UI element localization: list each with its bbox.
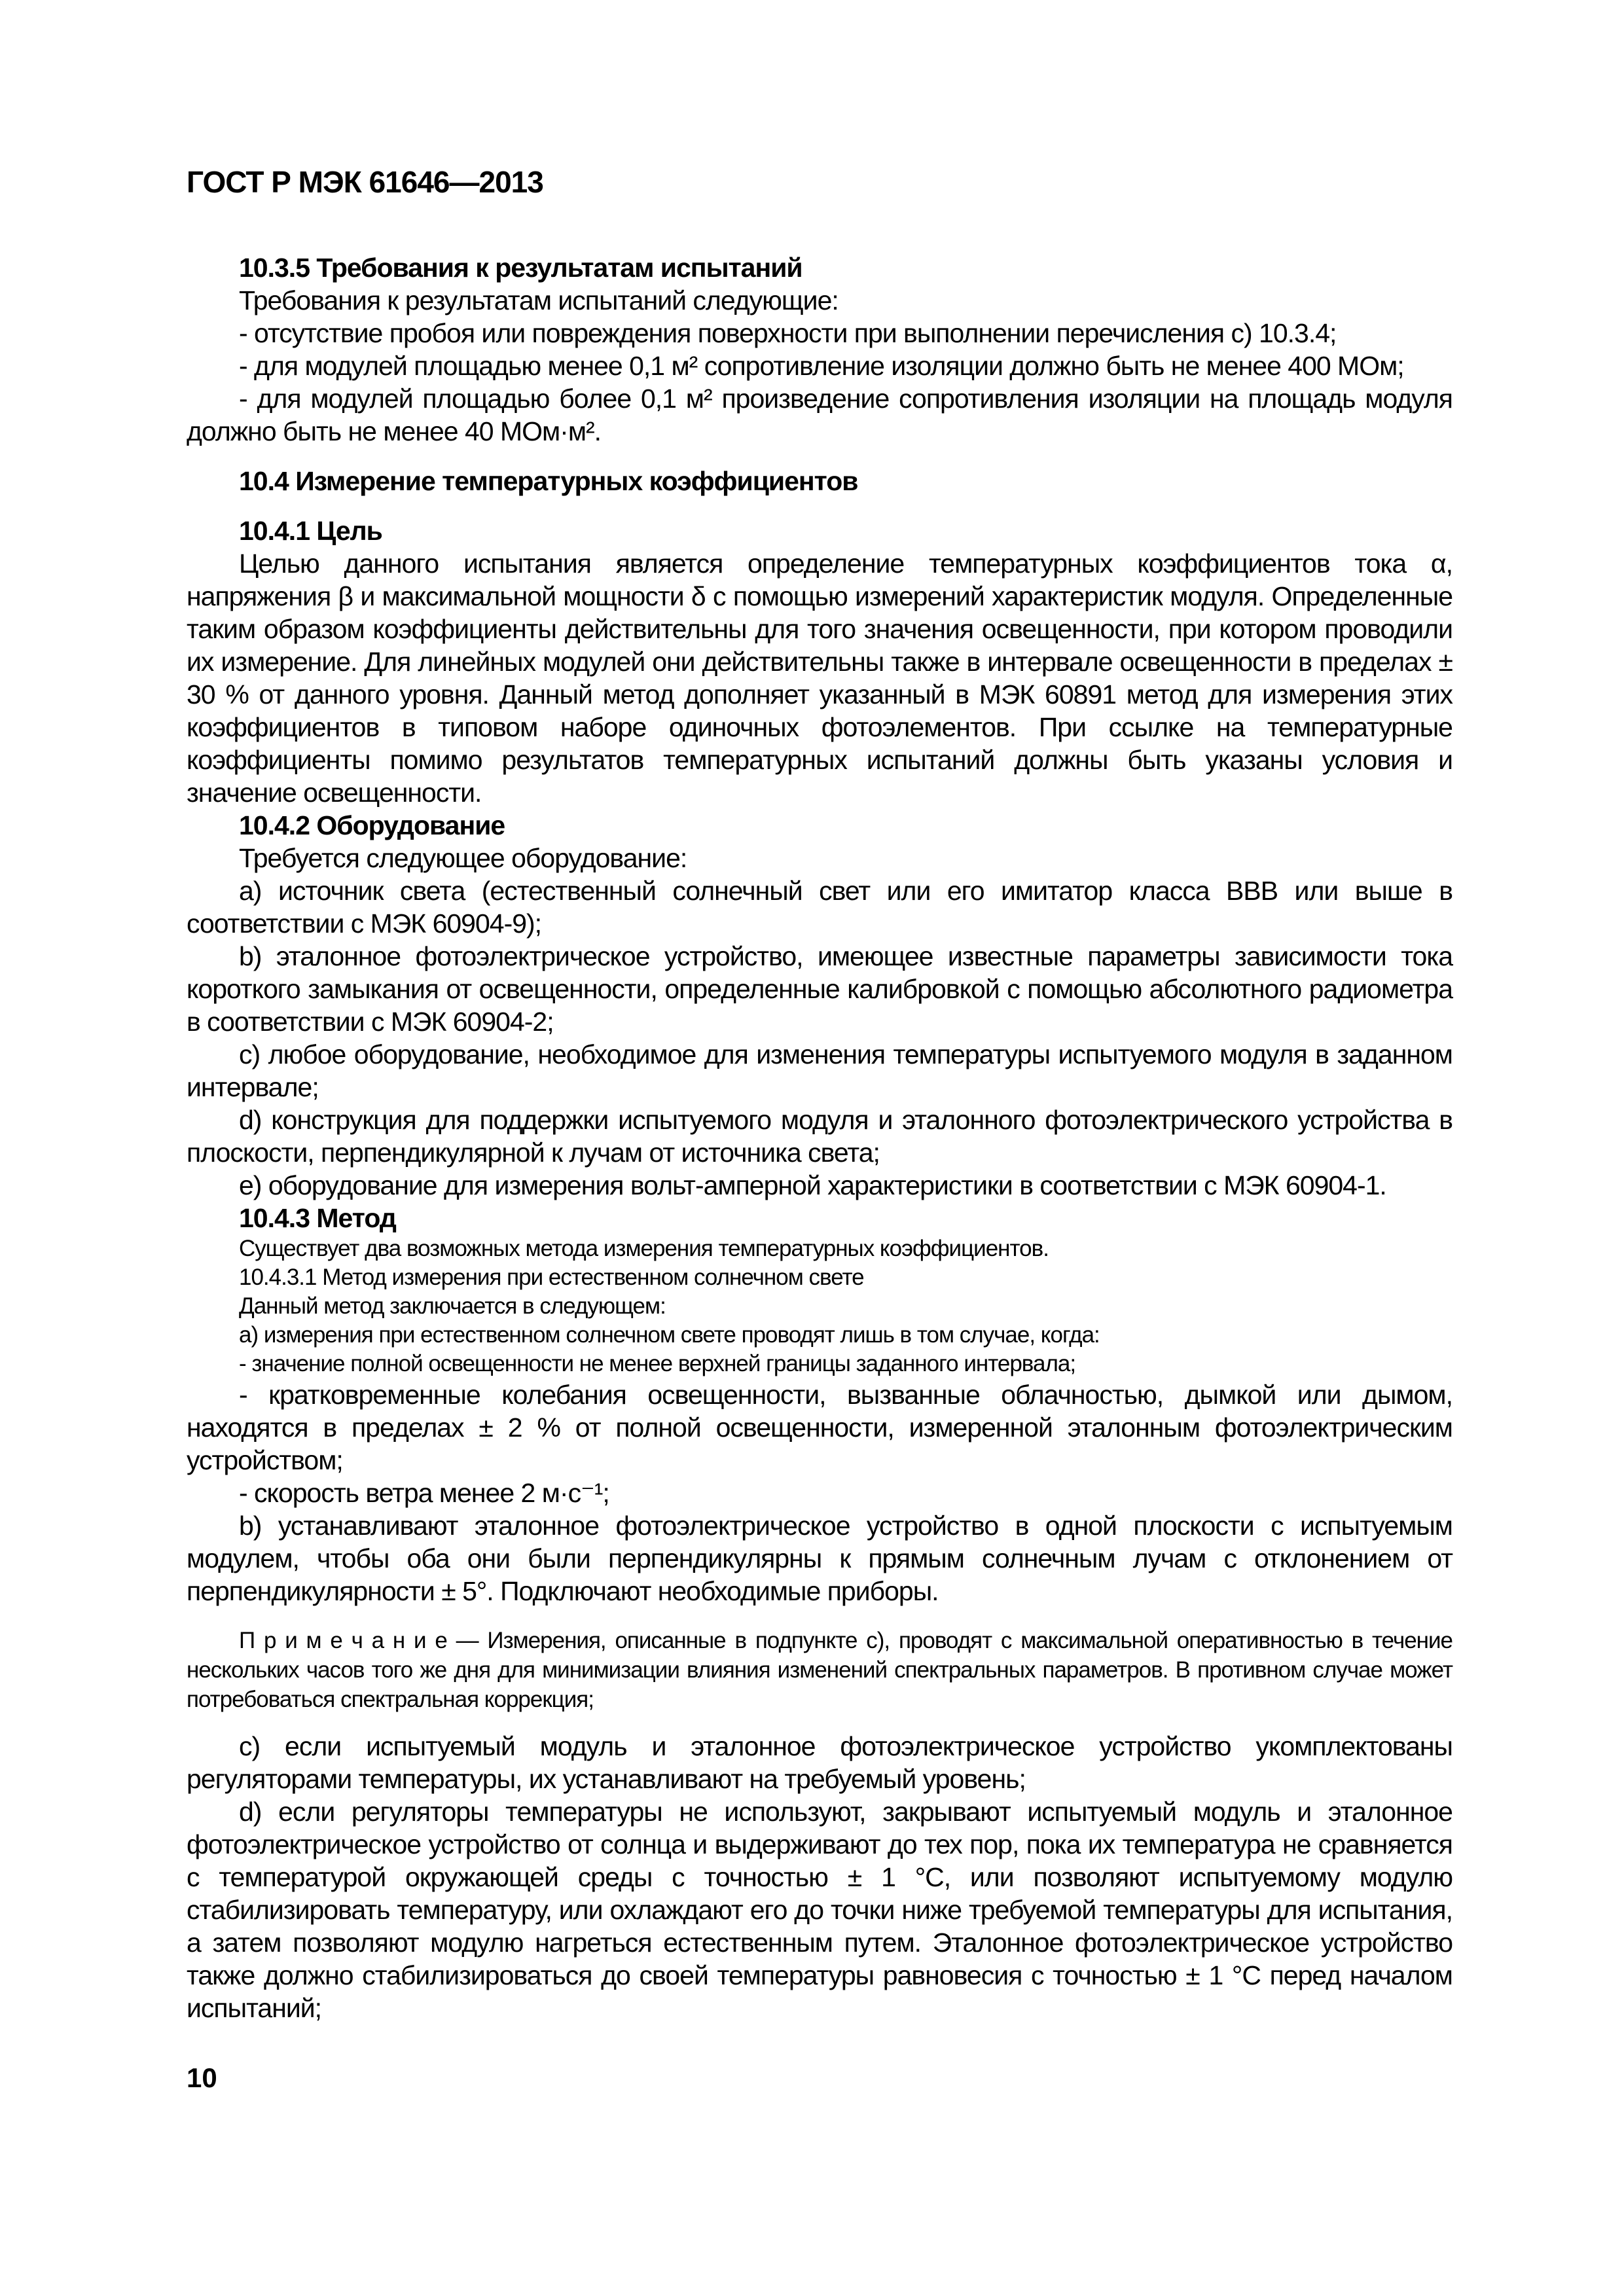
paragraph-method-intro: Существует два возможных метода измерения температурных коэффициентов. xyxy=(239,1236,1049,1261)
equipment-item-b: b) эталонное фотоэлектрическое устройство, имеющее известные параметры зависимости тока короткого замыкания от освещенности, определенные калибровкой с помощью абсолютного радиометра в соответствии с МЭК 60904-2; xyxy=(187,941,1453,1037)
running-header: ГОСТ Р МЭК 61646—2013 xyxy=(187,165,543,199)
method-item-a-condition-3: - скорость ветра менее 2 м·с⁻¹; xyxy=(239,1478,609,1508)
page-number: 10 xyxy=(187,2062,217,2093)
method-item-a: а) измерения при естественном солнечном свете проводят лишь в том случае, когда: xyxy=(239,1322,1100,1348)
section-heading-10-4-3-1: 10.4.3.1 Метод измерения при естественном солнечном свете xyxy=(239,1265,864,1290)
list-item-no-breakdown: - отсутствие пробоя или повреждения поверхности при выполнении перечисления с) 10.3.4; xyxy=(239,318,1337,348)
method-item-a-condition-2: - кратковременные колебания освещенности, вызванные облачностью, дымкой или дымом, находятся в пределах ± 2 % от полной освещенности, измеренной эталонным фотоэлектрическим устройством; xyxy=(187,1380,1453,1475)
paragraph-method-description: Данный метод заключается в следующем: xyxy=(239,1293,666,1319)
equipment-item-d: d) конструкция для поддержки испытуемого модуля и эталонного фотоэлектрического устройства в плоскости, перпендикулярной к лучам от источника света; xyxy=(187,1105,1453,1168)
section-heading-10-4-1: 10.4.1 Цель xyxy=(239,516,382,546)
section-heading-10-4: 10.4 Измерение температурных коэффициентов xyxy=(239,466,858,496)
method-item-a-condition-1: - значение полной освещенности не менее верхней границы заданного интервала; xyxy=(239,1351,1076,1376)
paragraph-requirements-intro: Требования к результатам испытаний следующие: xyxy=(239,285,839,315)
section-heading-10-3-5: 10.3.5 Требования к результатам испытаний xyxy=(239,253,803,283)
paragraph-goal: Целью данного испытания является определение температурных коэффициентов тока α, напряжения β и максимальной мощности δ с помощью измерений характеристик модуля. Определенные таким образом коэффициенты действительны для того значения освещенности, при котором проводили их измерение. Для линейных модулей они действительны также в интервале освещенности в пределах ± 30 % от данного уровня. Данный метод дополняет указанный в МЭК 60891 метод для измерения этих коэффициентов в типовом наборе одиночных фотоэлементов. При ссылке на температурные коэффициенты помимо результатов температурных испытаний должны быть указаны условия и значение освещенности. xyxy=(187,548,1453,808)
paragraph-equipment-intro: Требуется следующее оборудование: xyxy=(239,843,687,873)
equipment-item-e: e) оборудование для измерения вольт-амперной характеристики в соответствии с МЭК 60904-1. xyxy=(239,1170,1386,1200)
method-item-b: b) устанавливают эталонное фотоэлектрическое устройство в одной плоскости с испытуемым модулем, чтобы оба они были перпендикулярны к прямым солнечным лучам с отклонением от перпендикулярности ± 5°. Подключают необходимые приборы. xyxy=(187,1511,1453,1606)
method-item-d: d) если регуляторы температуры не используют, закрывают испытуемый модуль и эталонное фотоэлектрическое устройство от солнца и выдерживают до тех пор, пока их температура не сравняется с температурой окружающей среды с точностью ± 1 °С, или позволяют испытуемому модулю стабилизировать температуру, или охлаждают его до точки ниже требуемой температуры для испытания, а затем позволяют модулю нагреться естественным путем. Эталонное фотоэлектрическое устройство также должно стабилизироваться до своей температуры равновесия с точностью ± 1 °С перед началом испытаний; xyxy=(187,1797,1453,2023)
list-item-large-area: - для модулей площадью более 0,1 м² произведение сопротивления изоляции на площадь модуля должно быть не менее 40 МОм·м². xyxy=(187,384,1453,446)
equipment-item-c: c) любое оборудование, необходимое для изменения температуры испытуемого модуля в заданном интервале; xyxy=(187,1039,1453,1102)
document-content xyxy=(187,164,1453,2024)
method-item-c: c) если испытуемый модуль и эталонное фотоэлектрическое устройство укомплектованы регуляторами температуры, их устанавливают на требуемый уровень; xyxy=(187,1731,1453,1794)
equipment-item-a: a) источник света (естественный солнечный свет или его имитатор класса BBB или выше в соответствии с МЭК 60904-9); xyxy=(187,876,1453,939)
section-heading-10-4-2: 10.4.2 Оборудование xyxy=(239,810,505,840)
note-block: П р и м е ч а н и е — Измерения, описанные в подпункте с), проводят с максимальной оперативностью в течение нескольких часов того же дня для минимизации влияния изменений спектральных параметров. В противном случае может потребоваться спектральная коррекция; xyxy=(187,1628,1453,1712)
list-item-small-area: - для модулей площадью менее 0,1 м² сопротивление изоляции должно быть не менее 400 МОм; xyxy=(239,351,1404,381)
section-heading-10-4-3: 10.4.3 Метод xyxy=(239,1203,396,1233)
